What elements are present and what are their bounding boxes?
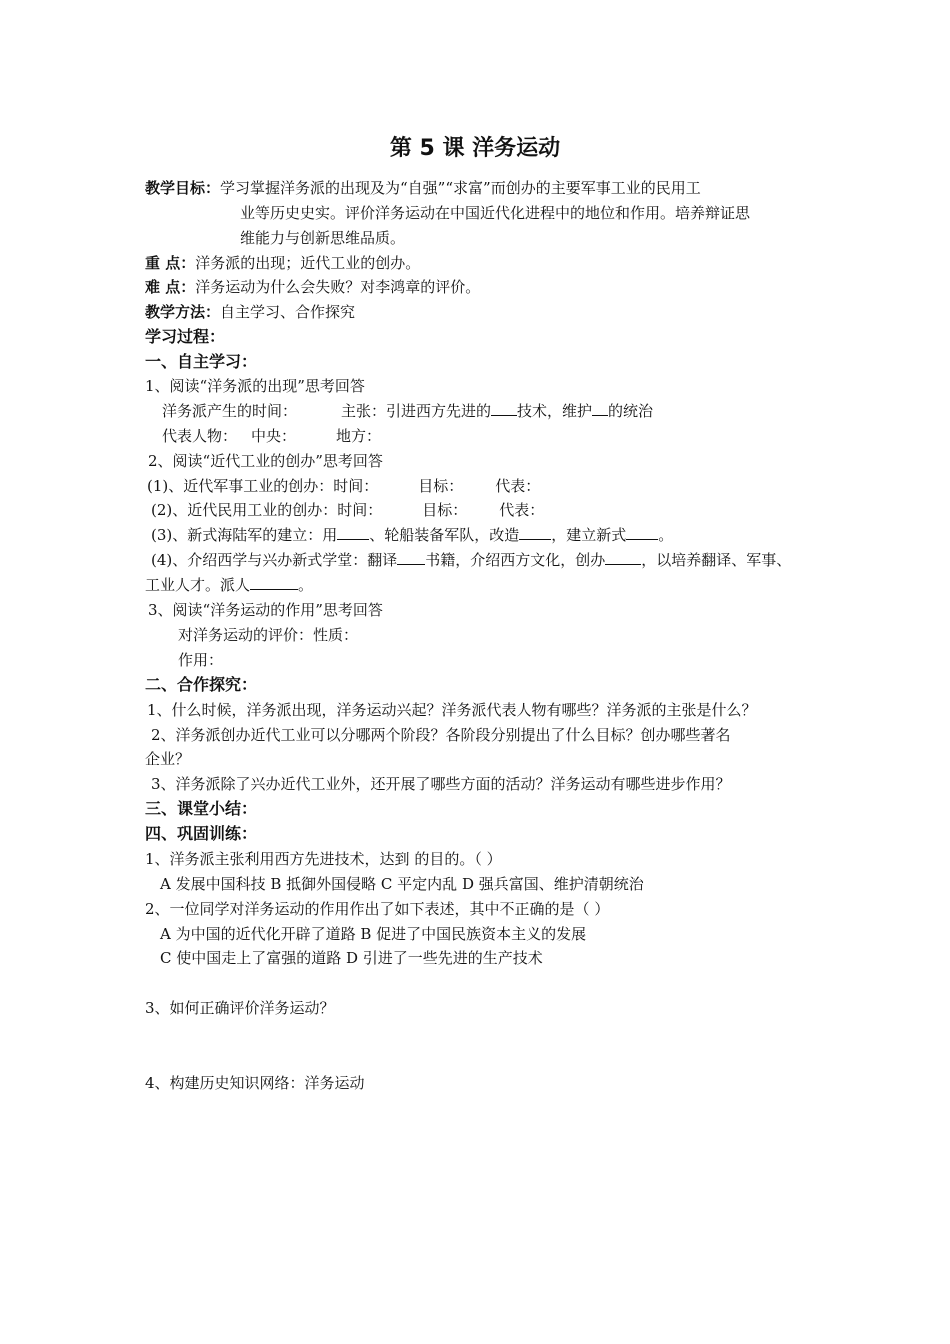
s1-q2-3-c: ，建立新式 [551, 526, 627, 544]
difficulties [145, 277, 480, 297]
s1-q1-time-claim [162, 401, 653, 421]
method-label: 教学方法： [145, 303, 221, 321]
s1-q2-1-c: 代表： [495, 477, 541, 495]
s4-q1: 1、洋务派主张利用西方先进技术，达到 的目的。（ ） [145, 850, 502, 868]
s1-q2-4-cont [145, 575, 313, 595]
s4-q1-options: A 发展中国科技 B 抵御外国侵略 C 平定内乱 D 强兵富国、维护清朝统治 [160, 875, 644, 893]
page-title: 第 5 课 洋务运动 [389, 136, 561, 161]
s1-q2-1 [147, 476, 540, 496]
s1-q1-claim-b: 技术，维护 [517, 402, 593, 420]
s1-q2-4 [151, 550, 791, 570]
s1-q1-reps-c: 地方： [336, 427, 382, 445]
s1-q2-4-e: 。 [298, 576, 314, 594]
fill-blank[interactable] [397, 550, 425, 565]
s1-q1-reps-b: 中央： [251, 427, 297, 445]
fill-blank[interactable] [605, 550, 641, 565]
s2-q2-b: 企业？ [145, 750, 191, 768]
s1-q1-reps-a: 代表人物： [162, 427, 238, 445]
s1-q2-2-c: 代表： [499, 501, 545, 519]
s1-q2-3-b: 、轮船装备军队，改造 [369, 526, 520, 544]
fill-blank[interactable] [592, 401, 608, 416]
s1-q2-4-c: ，以培养翻译、军事、 [641, 551, 792, 569]
s1-q2-3 [151, 525, 673, 545]
s2-q2-a: 2、洋务派创办近代工业可以分哪两个阶段？各阶段分别提出了什么目标？创办哪些著名 [151, 726, 731, 744]
s2-q3: 3、洋务派除了兴办近代工业外，还开展了哪些方面的活动？洋务运动有哪些进步作用？ [151, 775, 731, 793]
key-points-label: 重 点： [145, 254, 196, 272]
s4-q3: 3、如何正确评价洋务运动？ [145, 999, 335, 1017]
section3-heading: 三、课堂小结： [145, 799, 258, 818]
s1-q2-1-b: 目标： [418, 477, 464, 495]
s1-q2-2 [151, 500, 544, 520]
section1-heading: 一、自主学习： [145, 352, 258, 371]
method-text: 自主学习、合作探究 [220, 303, 356, 321]
difficulties-label: 难 点： [145, 278, 196, 296]
s1-q2-2-b: 目标： [422, 501, 468, 519]
difficulties-text: 洋务运动为什么会失败？对李鸿章的评价。 [195, 278, 481, 296]
s1-q2-4-a: (4)、介绍西学与兴办新式学堂：翻译 [151, 551, 398, 569]
objectives-text-2: 业等历史史实。评价洋务运动在中国近代化进程中的地位和作用。培养辩证思 [240, 204, 751, 222]
s4-q2: 2、一位同学对洋务运动的作用作出了如下表述，其中不正确的是（ ） [145, 900, 610, 918]
fill-blank[interactable] [337, 525, 369, 540]
section2-heading: 二、合作探究： [145, 675, 258, 694]
fill-blank[interactable] [626, 525, 658, 540]
s1-q1-reps [162, 426, 381, 446]
s1-q1: 1、阅读“洋务派的出现”思考回答 [145, 377, 365, 395]
section4-heading: 四、巩固训练： [145, 824, 258, 843]
s1-q2: 2、阅读“近代工业的创办”思考回答 [148, 452, 383, 470]
s4-q4: 4、构建历史知识网络：洋务运动 [145, 1074, 365, 1092]
s1-q3-role: 作用： [178, 651, 224, 669]
s4-q2-options-2: C 使中国走上了富强的道路 D 引进了一些先进的生产技术 [160, 949, 543, 967]
process-heading: 学习过程： [145, 327, 226, 346]
key-points [145, 253, 420, 273]
key-points-text: 洋务派的出现；近代工业的创办。 [195, 254, 421, 272]
fill-blank[interactable] [519, 525, 551, 540]
s1-q3: 3、阅读“洋务运动的作用”思考回答 [148, 601, 383, 619]
s1-q2-1-a: (1)、近代军事工业的创办：时间： [147, 477, 379, 495]
fill-blank[interactable] [491, 401, 517, 416]
s2-q1: 1、什么时候，洋务派出现，洋务运动兴起？洋务派代表人物有哪些？洋务派的主张是什么？ [147, 701, 757, 719]
objectives-text-3: 维能力与创新思维品质。 [240, 229, 406, 247]
s1-q3-eval: 对洋务运动的评价：性质： [178, 626, 359, 644]
s1-q2-3-d: 。 [658, 526, 674, 544]
s1-q2-4-b: 书籍，介绍西方文化，创办 [425, 551, 606, 569]
s1-q1-claim-c: 的统治 [608, 402, 654, 420]
s1-q1-time: 洋务派产生的时间： [162, 402, 298, 420]
s1-q2-2-a: (2)、近代民用工业的创办：时间： [151, 501, 383, 519]
s1-q2-4-d: 工业人才。派人 [145, 576, 251, 594]
teaching-method [145, 302, 355, 322]
s1-q1-claim-a: 主张：引进西方先进的 [341, 402, 492, 420]
fill-blank[interactable] [250, 575, 298, 590]
objectives-label: 教学目标： [145, 179, 221, 197]
s4-q2-options-1: A 为中国的近代化开辟了道路 B 促进了中国民族资本主义的发展 [160, 925, 587, 943]
objectives-text-1: 学习掌握洋务派的出现及为“自强”“求富”而创办的主要军事工业的民用工 [220, 179, 701, 197]
s1-q2-3-a: (3)、新式海陆军的建立：用 [151, 526, 338, 544]
objectives-line-1 [145, 178, 701, 198]
